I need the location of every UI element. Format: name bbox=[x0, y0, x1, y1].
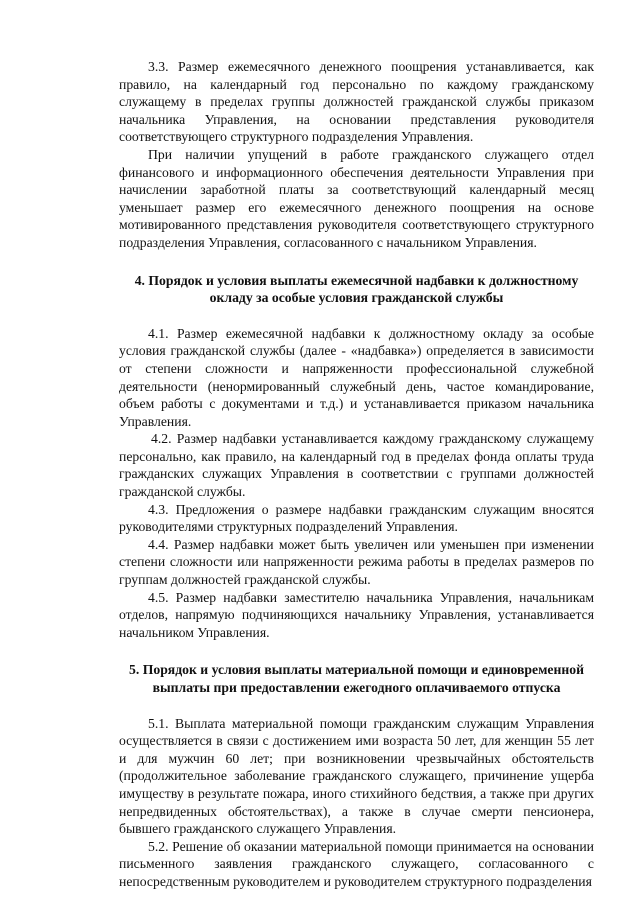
spacer bbox=[119, 641, 594, 661]
section-4-title: 4. Порядок и условия выплаты ежемесячной надбавки к должностному окладу за особые условия гражданской службы bbox=[134, 272, 579, 306]
paragraph-3-3: 3.3. Размер ежемесячного денежного поощрения устанавливается, как правило, на календарный год персонально по каждому гражданскому служащему в пределах группы должностей гражданской службы приказом начальника Управления, на основании представления руководителя соответствующего структурного подразделения Управления. bbox=[119, 59, 594, 145]
paragraph-4-4: 4.4. Размер надбавки может быть увеличен или уменьшен при изменении степени сложности или напряженности режима работы в пределах размеров по группам должностей гражданской службы. bbox=[119, 536, 594, 588]
paragraph-4-3: 4.3. Предложения о размере надбавки гражданским служащим вносятся руководителями структурных подразделений Управления. bbox=[119, 501, 594, 535]
paragraph-4-1: 4.1. Размер ежемесячной надбавки к должностному окладу за особые условия гражданской службы (далее - «надбавка») определяется в зависимости от степени сложности и напряженности профессиональной служебной деятельности (ненормированный служебный день, частое командирование, объем работы с документами и т.д.) и устанавливается приказом начальника Управления. bbox=[119, 325, 594, 429]
paragraph-omissions: При наличии упущений в работе гражданского служащего отдел финансового и информационного обеспечения деятельности Управления при начислении заработной платы за соответствующий календарный месяц уменьшает размер его ежемесячного денежного поощрения на основе мотивированного представления руководителя соответствующего структурного подразделения Управления, согласованного с начальником Управления. bbox=[119, 146, 594, 250]
paragraph-5-2: 5.2. Решение об оказании материальной помощи принимается на основании письменного заявления гражданского служащего, согласованного с непосредственным руководителем и руководителем структурного подразделения bbox=[119, 838, 594, 889]
section-5-title: 5. Порядок и условия выплаты материальной помощи и единовременной выплаты при предоставлении ежегодного оплачиваемого отпуска bbox=[129, 662, 584, 695]
spacer bbox=[119, 697, 594, 715]
spacer bbox=[119, 252, 594, 272]
paragraph-4-5: 4.5. Размер надбавки заместителю начальника Управления, начальникам отделов, напрямую подчиняющихся начальнику Управления, устанавливается начальником Управления. bbox=[119, 589, 594, 640]
spacer bbox=[119, 307, 594, 325]
paragraph-4-2: 4.2. Размер надбавки устанавливается каждому гражданскому служащему персонально, как правило, на календарный год в пределах фонда оплаты труда гражданских служащих Управления в соответствии с группами должностей гражданской службы. bbox=[119, 431, 594, 500]
paragraph-5-1: 5.1. Выплата материальной помощи гражданским служащим Управления осуществляется в связи с достижением ими возраста 50 лет, для женщин 55 лет и для мужчин 60 лет; при возникновении чрезвычайных обстоятельств (продолжительное заболевание гражданского служащего, причинение ущерба имуществу в результате пожара, иного стихийного бедствия, а также при других непредвиденных обстоятельствах), а также в случае смерти пенсионера, бывшего гражданского служащего Управления. bbox=[119, 715, 594, 837]
